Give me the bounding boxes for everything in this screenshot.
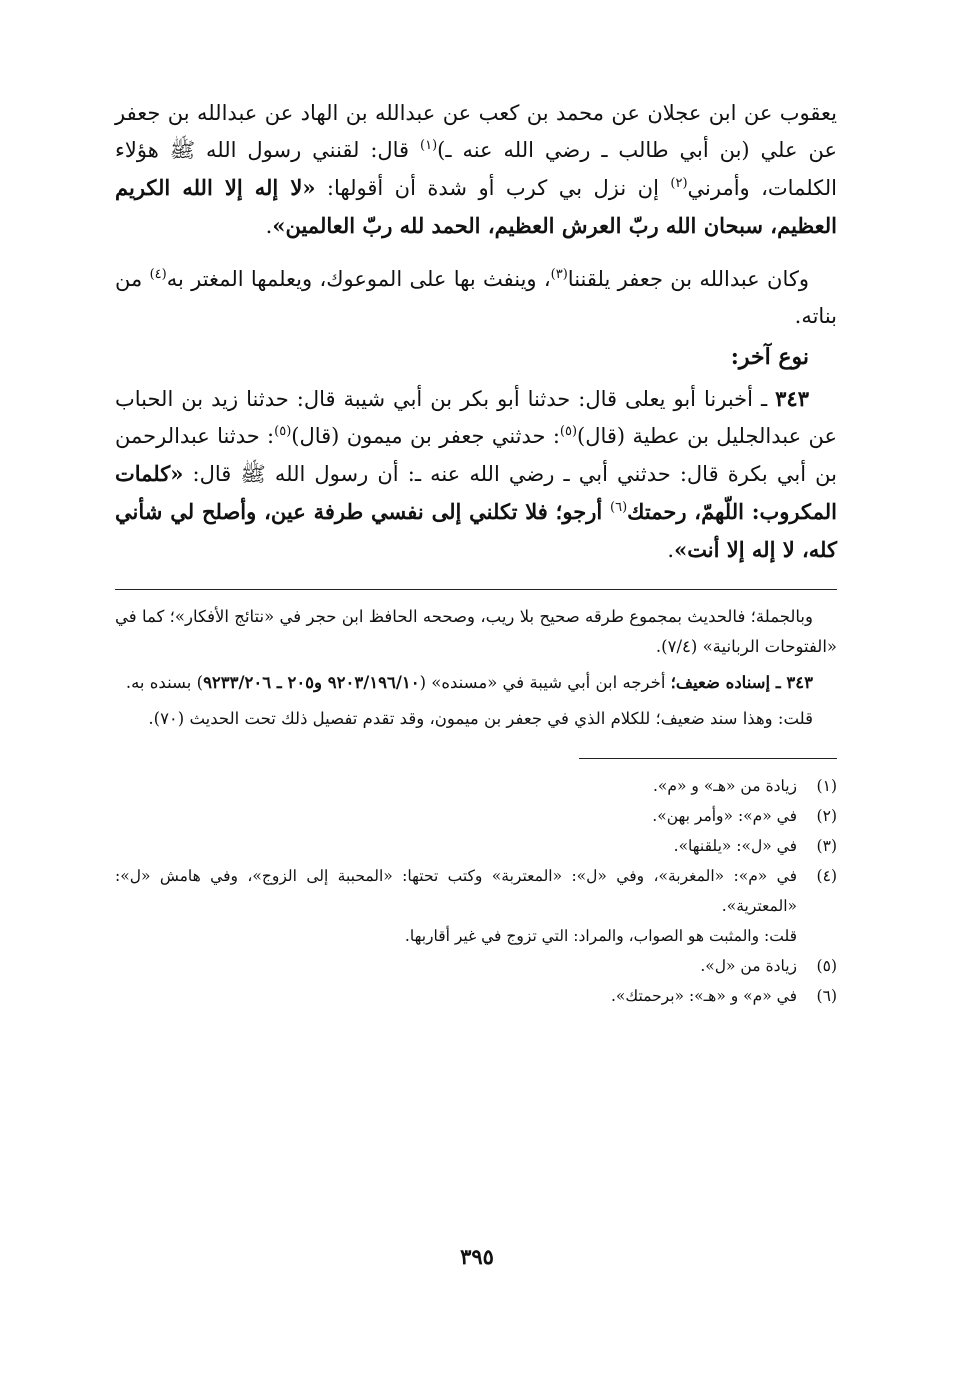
para3-text-1: ـ أخبرنا أبو يعلى قال: حدثنا أبو بكر بن أبي شيبة قال: حدثنا زيد بن الحباب عن عبدالجليل بن عطية (قال) — [115, 387, 838, 448]
dua-text-bold-1: «كلمات المكروب: اللّهمّ، رحمتك — [115, 461, 837, 524]
main-text — [115, 95, 837, 569]
footnote-ref-2: (٢) — [670, 176, 688, 191]
para3-text-3: : حدثنا عبدالرحمن بن أبي بكرة قال: حدثني أبي ـ رضي الله عنه ـ: أن رسول الله ﷺ قال: — [115, 424, 837, 486]
footnote-item — [115, 951, 837, 981]
footnote-item — [115, 801, 837, 831]
dua-text-bold-2: أرجو؛ فلا تكلني إلى نفسي طرفة عين، وأصلح لي شأني كله، لا إله إلا أنت» — [115, 499, 837, 562]
hadith-number: ٣٤٣ — [775, 386, 809, 411]
para2-text-1: وكان عبدالله بن جعفر يلقننا — [567, 267, 809, 291]
footnote-ref-5b: (٥) — [274, 424, 292, 439]
para2-text-2: ، وينفث بها على الموعوك، ويعلمها المغتر به — [166, 267, 551, 291]
note2-end: ) بسنده به. — [125, 673, 204, 692]
page-number: ٣٩٥ — [460, 1244, 494, 1269]
footnote-text: زيادة من «ل». — [700, 957, 797, 975]
footnote-number: (٢) — [816, 807, 837, 825]
note2-reference: ٩٢٠٣/١٩٦/١٠ و٢٠٥ ـ ٩٢٣٣/٢٠٦ — [203, 673, 420, 692]
footnotes-divider — [579, 758, 837, 759]
footnotes — [115, 771, 837, 1011]
commentary-divider — [115, 589, 837, 590]
footnote-number: (٣) — [816, 837, 837, 855]
para1-end: . — [265, 214, 273, 238]
hadith-paragraph-2 — [115, 261, 837, 335]
footnote-item — [115, 981, 837, 1011]
footnote-text: قلت: والمثبت هو الصواب، والمراد: التي تزوج في غير أقاربها. — [404, 927, 797, 945]
note2-text: أخرجه ابن أبي شيبة في «مسنده» ( — [419, 673, 671, 692]
footnote-number: (٥) — [816, 957, 837, 975]
footnote-text: في «م»: «المغربة»، وفي «ل»: «المعتربة» وكتب تحتها: «المحببة إلى الزوج»، وفي هامش «ل»: «المعترية». — [115, 867, 797, 915]
footnote-ref-6: (٦) — [610, 500, 628, 515]
footnote-ref-3: (٣) — [550, 267, 568, 282]
footnote-number: (٦) — [816, 987, 837, 1005]
footnote-number: (٤) — [816, 867, 837, 885]
page-content — [115, 95, 837, 1011]
commentary-note-3: قلت: وهذا سند ضعيف؛ للكلام الذي في جعفر بن ميمون، وقد تقدم تفصيل ذلك تحت الحديث (٧٠). — [148, 709, 813, 728]
para1-text-2: قال: لقنني رسول الله ﷺ هؤلاء الكلمات، وأمرني — [115, 138, 838, 200]
footnote-ref-4: (٤) — [149, 267, 167, 282]
note2-bold: ٣٤٣ ـ إسناده ضعيف؛ — [670, 673, 813, 692]
footnote-continuation — [115, 921, 837, 951]
dua-text-bold: «لا إله إلا الله الكريم العظيم، سبحان الله ربّ العرش العظيم، الحمد لله ربّ العالمين» — [115, 175, 837, 238]
para2-text-3: من بناته. — [115, 267, 837, 328]
footnote-text: زيادة من «هـ» و «م». — [652, 777, 797, 795]
commentary-note-1: وبالجملة؛ فالحديث بمجموع طرقه صحيح بلا ريب، وصححه الحافظ ابن حجر في «نتائج الأفكار»؛ كما في «الفتوحات الربانية» (٧/٤). — [115, 607, 837, 656]
hadith-paragraph-3 — [115, 380, 837, 569]
footnote-item — [115, 771, 837, 801]
footnote-number: (١) — [816, 777, 837, 795]
footnote-item — [115, 861, 837, 921]
hadith-paragraph-1 — [115, 95, 837, 245]
footnote-text: في «م» و «هـ»: «برحمتك». — [610, 987, 797, 1005]
para3-end: . — [667, 538, 675, 562]
footnote-ref-5a: (٥) — [559, 424, 578, 439]
footnote-text: في «م»: «وأمر بهن». — [652, 807, 797, 825]
footnote-ref-1: (١) — [420, 138, 438, 153]
commentary-notes — [115, 602, 837, 734]
section-heading: نوع آخر: — [730, 344, 809, 370]
para3-text-2: : حدثني جعفر بن ميمون (قال) — [291, 424, 560, 448]
commentary-note-2 — [115, 668, 837, 698]
para1-text-3: إن نزل بي كرب أو شدة أن أقولها: — [315, 176, 671, 200]
footnote-text: في «ل»: «يلقنها». — [673, 837, 797, 855]
footnote-item — [115, 831, 837, 861]
para1-text-1: يعقوب عن ابن عجلان عن محمد بن كعب عن عبدالله بن الهاد عن عبدالله بن جعفر عن علي (بن أبي طالب ـ رضي الله عنه ـ) — [115, 101, 837, 162]
